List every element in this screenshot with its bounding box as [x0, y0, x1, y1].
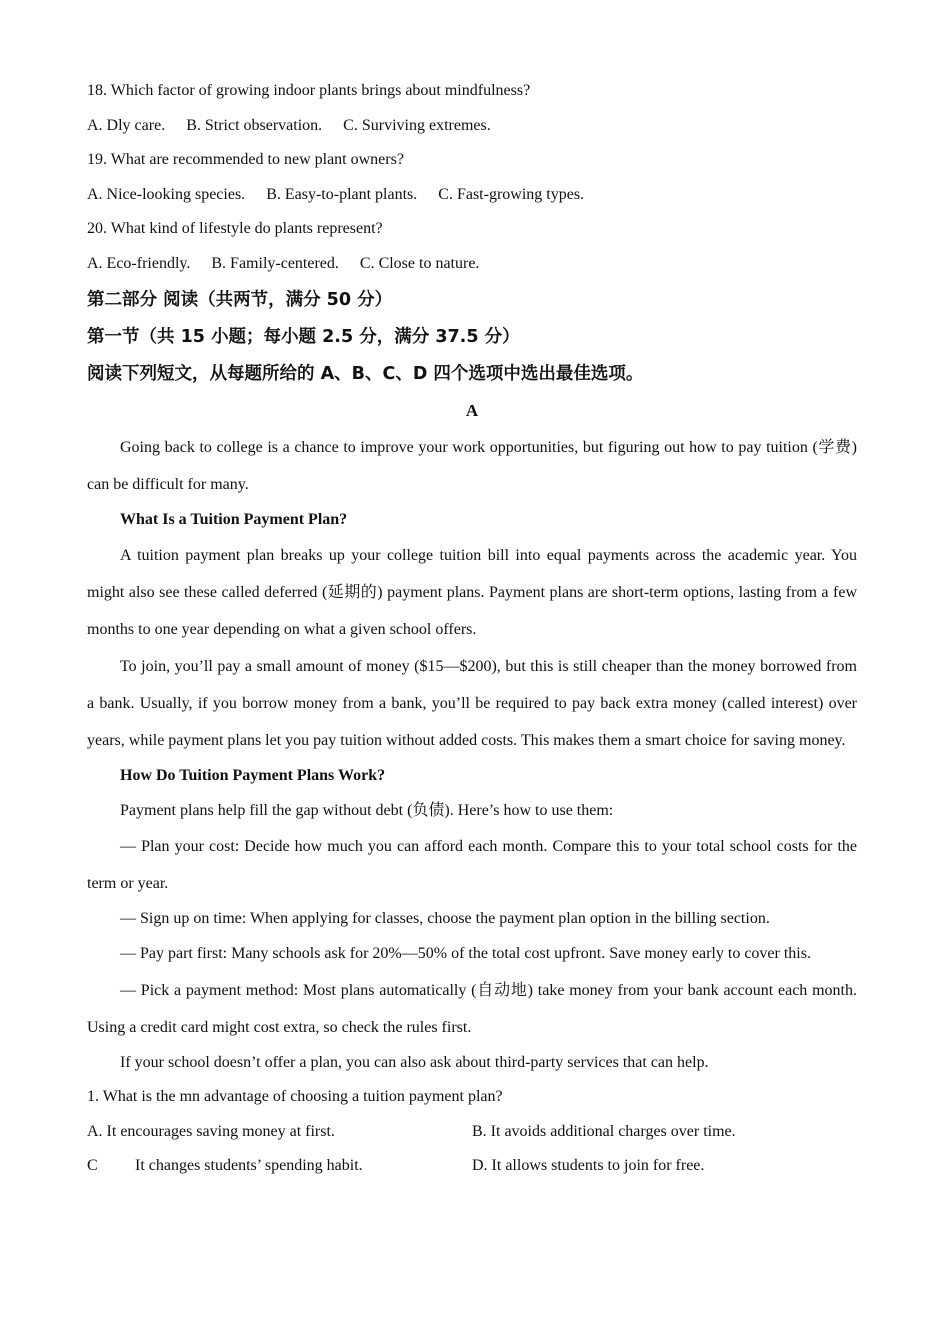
- question-1: 1. What is the mn advantage of choosing a tuition payment plan?: [87, 1088, 503, 1106]
- question-1-options-row-2: [87, 1149, 857, 1184]
- instruction: 阅读下列短文，从每题所给的 A、B、C、D 四个选项中选出最佳选项。: [87, 363, 644, 384]
- paragraph-intro: Going back to college is a chance to improve your work opportunities, but figuring out how to pay tuition (学费) can be difficult for many.: [87, 438, 857, 493]
- question-20-options: [87, 247, 857, 282]
- option-d: D. It allows students to join for free.: [472, 1157, 705, 1175]
- option-b: B. Easy-to-plant plants.: [266, 185, 418, 203]
- option-c-letter: C: [87, 1157, 98, 1175]
- section-heading: 第一节（共 15 小题；每小题 2.5 分，满分 37.5 分）: [87, 326, 520, 347]
- option-c: C. Fast-growing types.: [438, 185, 585, 203]
- step-sign-up: — Sign up on time: When applying for classes, choose the payment plan option in the billing section.: [120, 910, 770, 928]
- option-b: B. Family-centered.: [211, 254, 339, 272]
- option-b: B. It avoids additional charges over time.: [472, 1122, 736, 1140]
- exam-page: [87, 74, 857, 1184]
- question-20: 20. What kind of lifestyle do plants represent?: [87, 220, 383, 238]
- step-payment-method: — Pick a payment method: Most plans automatically (自动地) take money from your bank account each month. Using a credit card might cost extra, so check the rules first.: [87, 981, 857, 1036]
- paragraph-cost: To join, you’ll pay a small amount of money ($15—$200), but this is still cheaper than the money borrowed from a bank. Usually, if you borrow money from a bank, you’ll be required to pay back extra money (called interest) over years, while payment plans let you pay tuition without added costs. This makes them a smart choice for saving money.: [87, 658, 857, 750]
- passage-label: A: [465, 400, 479, 420]
- option-a: A. Eco-friendly.: [87, 254, 191, 272]
- paragraph-definition: A tuition payment plan breaks up your college tuition bill into equal payments across the academic year. You might also see these called deferred (延期的) payment plans. Payment plans are short-term options, lasting from a few months to one year depending on what a given school offers.: [87, 547, 857, 639]
- subheading-what-is: What Is a Tuition Payment Plan?: [120, 510, 348, 528]
- option-a: A. It encourages saving money at first.: [87, 1122, 335, 1140]
- subheading-how-work: How Do Tuition Payment Plans Work?: [120, 767, 386, 785]
- option-c: C. Surviving extremes.: [343, 116, 491, 134]
- option-c: [87, 1149, 472, 1184]
- option-c: C. Close to nature.: [359, 254, 480, 272]
- question-18-options: [87, 109, 857, 144]
- question-18: 18. Which factor of growing indoor plants brings about mindfulness?: [87, 82, 531, 99]
- option-c-text: It changes students’ spending habit.: [135, 1157, 363, 1175]
- option-a: A. Nice-looking species.: [87, 185, 246, 203]
- step-pay-part: — Pay part first: Many schools ask for 20%—50% of the total cost upfront. Save money early to cover this.: [120, 944, 811, 962]
- question-19-options: [87, 178, 857, 213]
- option-a: A. Dly care.: [87, 116, 166, 134]
- part-heading: 第二部分 阅读（共两节，满分 50 分）: [87, 289, 393, 310]
- paragraph-gap: Payment plans help fill the gap without debt (负债). Here’s how to use them:: [120, 801, 614, 819]
- option-b: B. Strict observation.: [186, 116, 323, 134]
- question-1-options-row-1: [87, 1115, 857, 1150]
- paragraph-third-party: If your school doesn’t offer a plan, you can also ask about third-party services that can help.: [120, 1053, 709, 1071]
- step-plan-cost: — Plan your cost: Decide how much you can afford each month. Compare this to your total school costs for the term or year.: [87, 838, 857, 893]
- question-19: 19. What are recommended to new plant owners?: [87, 151, 404, 169]
